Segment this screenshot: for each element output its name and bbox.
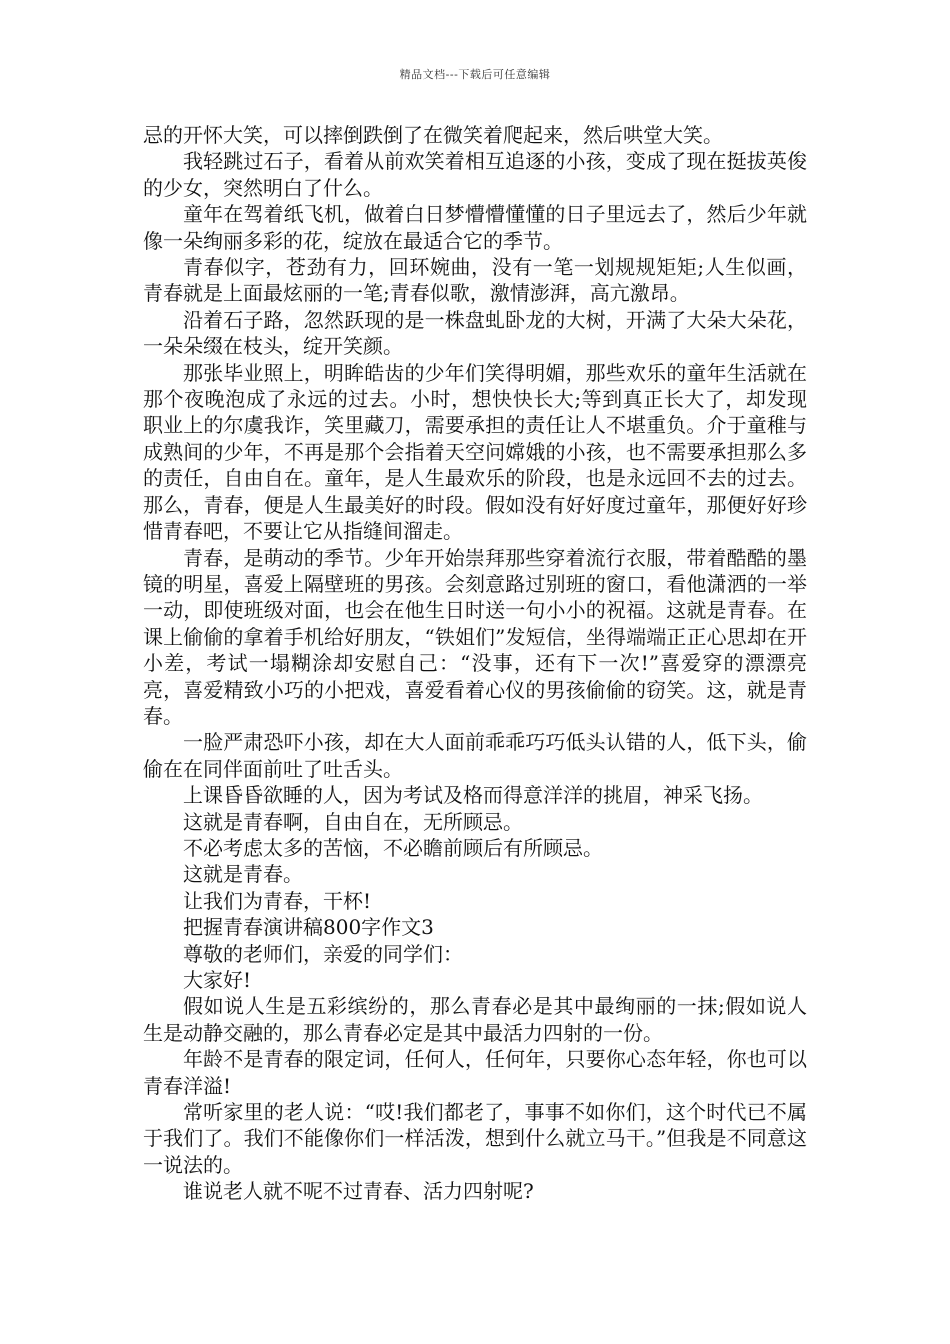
greeting: 大家好! — [183, 968, 252, 992]
document-body — [143, 122, 807, 1205]
paragraph: 童年在驾着纸飞机，做着白日梦懵懵懂懂的日子里远去了，然后少年就像一朵绚丽多彩的花，绽放在最适合它的季节。 — [143, 202, 807, 253]
paragraph: 那张毕业照上，明眸皓齿的少年们笑得明媚，那些欢乐的童年生活就在那个夜晚泡成了永远的过去。小时，想快快长大;等到真正长大了，却发现职业上的尔虞我诈，笑里藏刀，需要承担的责任让人不堪重负。介于童稚与成熟间的少年，不再是那个会指着天空问嫦娥的小孩，也不需要承担那么多的责任，自由自在。童年，是人生最欢乐的阶段，也是永远回不去的过去。那么，青春，便是人生最美好的时段。假如没有好好度过童年，那便好好珍惜青春吧，不要让它从指缝间溜走。 — [143, 360, 807, 544]
paragraph: 沿着石子路，忽然跃现的是一株盘虬卧龙的大树，开满了大朵大朵花，一朵朵缀在枝头，绽开笑颜。 — [143, 307, 807, 359]
paragraph: 让我们为青春，干杯! — [183, 888, 372, 913]
paragraph: 一脸严肃恐吓小孩，却在大人面前乖乖巧巧低头认错的人，低下头，偷偷在在同伴面前吐了吐舌头。 — [143, 730, 807, 781]
paragraph: 上课昏昏欲睡的人，因为考试及格而得意洋洋的挑眉，神采飞扬。 — [183, 783, 763, 808]
paragraph: 不必考虑太多的苦恼，不必瞻前顾后有所顾忌。 — [183, 835, 603, 860]
page-header: 精品文档---下载后可任意编辑 — [399, 68, 551, 81]
paragraph: 我轻跳过石子，看着从前欢笑着相互追逐的小孩，变成了现在挺拔英俊的少女，突然明白了什么。 — [143, 149, 807, 200]
paragraph: 这就是青春。 — [183, 862, 303, 887]
paragraph: 青春似字，苍劲有力，回环婉曲，没有一笔一划规规矩矩;人生似画，青春就是上面最炫丽的一笔;青春似歌，激情澎湃，高亢激昂。 — [143, 255, 807, 306]
paragraph: 常听家里的老人说：“哎!我们都老了，事事不如你们，这个时代已不属于我们了。我们不能像你们一样活泼，想到什么就立马干。”但我是不同意这一说法的。 — [143, 1100, 807, 1177]
paragraph: 青春，是萌动的季节。少年开始崇拜那些穿着流行衣服，带着酷酷的墨镜的明星，喜爱上隔壁班的男孩。会刻意路过别班的窗口，看他潇洒的一举一动，即使班级对面，也会在他生日时送一句小小的祝福。这就是青春。在课上偷偷的拿着手机给好朋友，“铁姐们”发短信，坐得端端正正心思却在开小差，考试一塌糊涂却安慰自己：“没事，还有下一次!”喜爱穿的漂漂亮亮，喜爱精致小巧的小把戏，喜爱看着心仪的男孩偷偷的窃笑。这，就是青春。 — [143, 545, 807, 728]
paragraph: 谁说老人就不呢不过青春、活力四射呢? — [183, 1179, 534, 1204]
paragraph: 这就是青春啊，自由自在，无所顾忌。 — [183, 809, 523, 834]
paragraph: 忌的开怀大笑，可以摔倒跌倒了在微笑着爬起来，然后哄堂大笑。 — [143, 123, 723, 147]
section-title: 把握青春演讲稿800字作文3 — [183, 915, 434, 940]
paragraph: 假如说人生是五彩缤纷的，那么青春必是其中最绚丽的一抹;假如说人生是动静交融的，那么青春必定是其中最活力四射的一份。 — [143, 994, 807, 1045]
paragraph: 年龄不是青春的限定词，任何人，任何年，只要你心态年轻，你也可以青春洋溢! — [143, 1047, 807, 1098]
salutation: 尊敬的老师们，亲爱的同学们： — [183, 941, 463, 966]
